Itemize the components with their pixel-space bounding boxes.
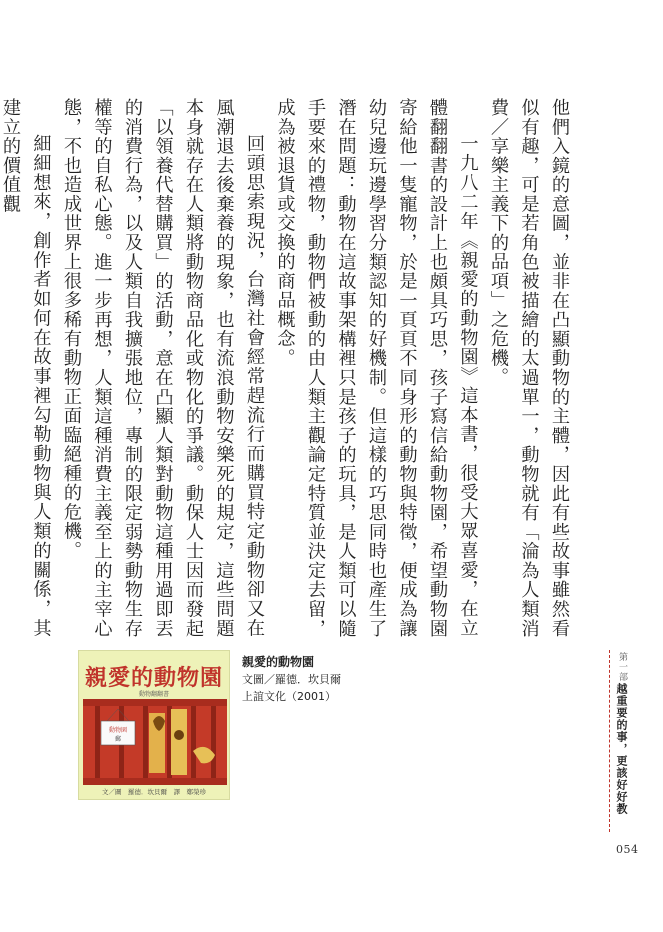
paragraph: 他們入鏡的意圖，並非在凸顯動物的主體，因此有些故事雖然看似有趣，可是若角色被描繪的太過單一，動物就有「淪為人類消費／享樂主義下的品項」之危機。: [488, 98, 570, 638]
crate-sign-subtext: 郵: [114, 736, 122, 743]
paragraph: 一九八二年《親愛的動物園》這本書，很受大眾喜愛，在立體翻翻書的設計上也頗具巧思，孩子寫信給動物園，希望動物園寄給他一隻寵物，於是一頁頁不同身形的動物與特徵，便成為讓幼兒邊玩邊學習分類認知的好機制。但這樣的巧思同時也產生了潛在問題：動物在這故事架構裡只是孩子的玩具，是人類可以隨手要來的禮物，動物們被動的由人類主觀論定特質並決定去留，成為被退貨或交換的商品概念。: [274, 98, 479, 638]
side-divider: [609, 650, 610, 832]
crate-sign-text: 動物園: [108, 727, 128, 734]
cover-title: 親愛的動物園: [84, 666, 223, 691]
cover-subtitle: 動物翻翻書: [138, 691, 169, 698]
body-text: [0, 98, 574, 638]
page-number: 054: [616, 843, 639, 856]
book-caption-title: 親愛的動物園: [242, 655, 315, 669]
crate-illustration: [83, 699, 227, 785]
book-caption-publisher: 上誼文化（2001）: [242, 690, 336, 703]
part-title: 越重要的事，更該好好教: [615, 683, 628, 815]
cover-credits: 文／圖 羅德．坎貝爾 譯 鄭榮珍: [102, 788, 206, 796]
paragraph: 細細想來，創作者如何在故事裡勾勒動物與人類的關係，其建立的價值觀: [0, 98, 52, 638]
book-caption: [242, 654, 341, 705]
book-cover-image: [78, 650, 230, 800]
paragraph: 回頭思索現況，台灣社會經常趕流行而購買特定動物卻又在風潮退去後棄養的現象，也有流浪動物安樂死的規定，這些問題本身就存在人類將動物商品化或物化的爭議。動保人士因而發起「以領養代替購買」的活動，意在凸顯人類對動物這種用過即丟的消費行為，以及人類自我擴張地位，專制的限定弱勢動物生存權等的自私心態。進一步再想，人類這種消費主義至上的主宰心態，不也造成世界上很多稀有動物正面臨絕種的危機。: [61, 98, 265, 638]
part-label: 第一部: [617, 652, 627, 682]
book-caption-author: 文圖／羅德．坎貝爾: [242, 673, 341, 686]
